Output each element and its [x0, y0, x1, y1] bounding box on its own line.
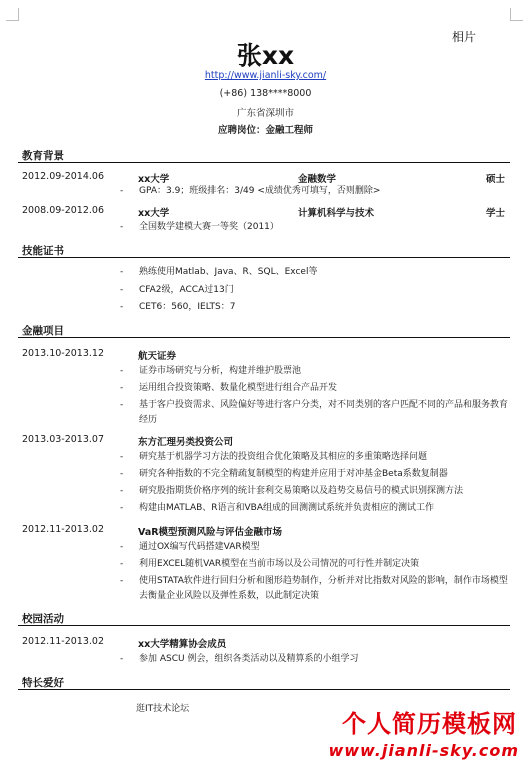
activity-name: xx大学精算协会成员 [138, 639, 227, 650]
bullet-text: 构建由MATLAB、R语言和VBA组成的回测测试系统并负责相应的测试工作 [139, 503, 435, 513]
list-item [120, 283, 512, 298]
project-entry [22, 524, 508, 538]
list-item [120, 540, 512, 555]
target-position: 应聘岗位：金融工程师 [217, 125, 313, 136]
list-item [120, 501, 512, 516]
photo-placeholder-label: 相片 [452, 30, 477, 44]
entry-date: 2013.03-2013.07 [22, 434, 104, 445]
section-education [18, 148, 510, 163]
campus-entry [22, 636, 508, 650]
phone-number: (+86) 138****8000 [219, 88, 312, 99]
bullet-text: 通过OX编写代码搭建VAR模型 [139, 542, 260, 552]
major: 金融数学 [298, 174, 337, 185]
bullet-text: 全国数学建模大赛一等奖（2011） [139, 222, 279, 232]
bullet-text: 运用组合投资策略、数量化模型进行组合产品开发 [139, 383, 338, 393]
project-name: 航天证券 [138, 351, 177, 362]
bullet-dash: - [120, 285, 124, 295]
bullet-text: 熟练使用Matlab、Java、R、SQL、Excel等 [139, 267, 318, 277]
bullet-text: CFA2级，ACCA过13门 [139, 285, 234, 295]
list-item [120, 381, 512, 396]
degree: 学士 [486, 208, 506, 219]
website-line [0, 70, 531, 81]
section-hobbies [18, 675, 510, 690]
section-hobbies-title: 特长爱好 [22, 677, 64, 689]
entry-date: 2013.10-2013.12 [22, 348, 104, 359]
list-item [120, 574, 512, 604]
list-item [120, 265, 512, 280]
bullet-text: 使用STATA软件进行回归分析和图形趋势制作，分析并对比指数对风险的影响，制作市场模型去衡量企业风险以及弹性系数，以此制定决策 [139, 576, 508, 601]
bullet-dash: - [120, 400, 124, 410]
applicant-name: 张xx [236, 41, 295, 70]
section-education-title: 教育背景 [22, 150, 64, 162]
section-projects [18, 323, 510, 338]
degree: 硕士 [486, 174, 506, 185]
bullet-dash: - [120, 267, 124, 277]
education-entry [22, 205, 508, 219]
entry-date: 2012.11-2013.02 [22, 636, 104, 647]
project-name: 东方汇理另类投资公司 [138, 437, 234, 448]
bullet-text: 利用EXCEL随机VAR模型在当前市场以及公司情况的可行性并制定决策 [139, 559, 420, 569]
bullet-dash: - [120, 542, 124, 552]
bullet-text: 基于客户投资需求、风险偏好等进行客户分类，对不同类别的客户匹配不同的产品和服务教育经历 [139, 400, 509, 425]
school-name: xx大学 [138, 174, 170, 185]
corner-mark-left [6, 8, 19, 21]
bullet-dash: - [120, 186, 124, 196]
list-item [120, 467, 512, 482]
bullet-text: CET6：560，IELTS：7 [139, 302, 236, 312]
section-projects-title: 金融项目 [22, 325, 64, 337]
list-item [120, 220, 512, 235]
bullet-dash: - [120, 654, 124, 664]
bullet-dash: - [120, 503, 124, 513]
list-item [120, 364, 512, 379]
bullet-dash: - [120, 383, 124, 393]
education-entry [22, 171, 508, 185]
list-item [120, 450, 512, 465]
list-item [120, 398, 512, 428]
section-campus-title: 校园活动 [22, 613, 64, 625]
bullet-dash: - [120, 469, 124, 479]
bullet-dash: - [120, 366, 124, 376]
bullet-dash: - [120, 452, 124, 462]
hobbies-text: 逛IT技术论坛 [136, 704, 190, 714]
project-entry [22, 434, 508, 448]
project-entry [22, 348, 508, 362]
section-skills-title: 技能证书 [22, 245, 64, 257]
corner-mark-right [510, 8, 523, 21]
watermark-brand: 个人简历模板网 [342, 710, 517, 738]
project-name: VaR模型预测风险与评估金融市场 [138, 527, 283, 538]
bullet-text: 研究各种指数的不完全精疏复制模型的构建并应用于对冲基金Beta系数复制器 [139, 469, 448, 479]
entry-date: 2008.09-2012.06 [22, 205, 104, 216]
bullet-text: 参加 ASCU 例会，组织各类活动以及精算系的小组学习 [139, 654, 359, 664]
list-item [120, 300, 512, 315]
location: 广东省深圳市 [236, 108, 294, 119]
bullet-text: 证券市场研究与分析，构建并维护股票池 [139, 366, 302, 376]
bullet-text: 研究股指期货价格序列的统计套利交易策略以及趋势交易信号的模式识别探测方法 [139, 486, 464, 496]
watermark-url: www.jianli-sky.com [328, 741, 519, 760]
bullet-dash: - [120, 559, 124, 569]
school-name: xx大学 [138, 208, 170, 219]
list-item [120, 184, 512, 199]
entry-date: 2012.11-2013.02 [22, 524, 104, 535]
bullet-dash: - [120, 302, 124, 312]
bullet-text: GPA：3.9；班级排名：3/49 <成绩优秀可填写，否则删除> [139, 186, 381, 196]
bullet-dash: - [120, 576, 124, 586]
section-skills [18, 243, 510, 258]
list-item [120, 484, 512, 499]
major: 计算机科学与技术 [298, 208, 375, 219]
bullet-text: 研究基于机器学习方法的投资组合优化策略及其相应的多重策略选择问题 [139, 452, 428, 462]
entry-date: 2012.09-2014.06 [22, 171, 104, 182]
bullet-dash: - [120, 222, 124, 232]
list-item [120, 652, 512, 667]
website-link[interactable]: http://www.jianli-sky.com/ [204, 70, 327, 81]
section-campus [18, 611, 510, 626]
list-item [120, 557, 512, 572]
bullet-dash: - [120, 486, 124, 496]
